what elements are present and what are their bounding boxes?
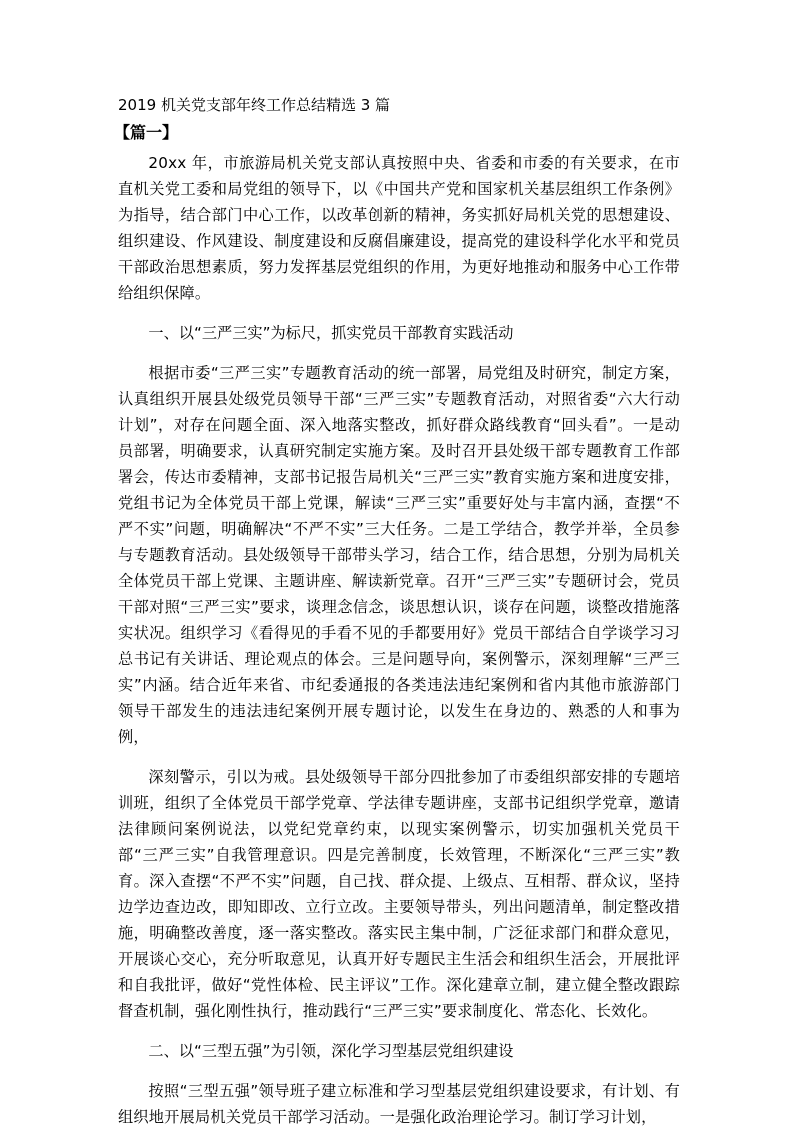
document-title: 2019 机关党支部年终工作总结精选 3 篇 (118, 96, 391, 114)
paragraph-section-two-body: 按照“三型五强”领导班子建立标准和学习型基层党组织建设要求，有计划、有组织地开展局机关党员干部学习活动。一是强化政治理论学习。制订学习计划， (118, 1082, 680, 1126)
paragraph-intro: 20xx 年，市旅游局机关党支部认真按照中央、省委和市委的有关要求，在市直机关党工委和局党组的领导下，以《中国共产党和国家机关基层组织工作条例》为指导，结合部门中心工作，以改革创新的精神，务实抓好局机关党的思想建设、组织建设、作风建设、制度建设和反腐倡廉建设，提高党的建设科学化水平和党员干部政治思想素质，努力发挥基层党组织的作用，为更好地推动和服务中心工作带给组织保障。 (118, 154, 680, 302)
heading-section-one: 一、以“三严三实”为标尺，抓实党员干部教育实践活动 (148, 324, 514, 342)
paragraph-section-one-continued: 深刻警示，引以为戒。县处级领导干部分四批参加了市委组织部安排的专题培训班，组织了全体党员干部学党章、学法律专题讲座，支部书记组织学党章，邀请法律顾问案例说法，以党纪党章约束，以现实案例警示，切实加强机关党员干部“三严三实”自我管理意识。四是完善制度，长效管理，不断深化“三严三实”教育。深入查摆“不严不实”问题，自己找、群众提、上级点、互相帮、群众议，坚持边学边查边改，即知即改、立行立改。主要领导带头，列出问题清单，制定整改措施，明确整改善度，逐一落实整改。落实民主集中制，广泛征求部门和群众意见，开展谈心交心，充分听取意见，认真开好专题民主生活会和组织生活会，开展批评和自我批评，做好“党性体检、民主评议”工作。深化建章立制，建立健全整改跟踪督查机制，强化刚性执行，推动践行“三严三实”要求制度化、常态化、长效化。 (118, 768, 680, 1020)
heading-section-two: 二、以“三型五强”为引领，深化学习型基层党组织建设 (148, 1042, 514, 1060)
section-label: 【篇一】 (114, 123, 179, 142)
paragraph-section-one-body: 根据市委“三严三实”专题教育活动的统一部署，局党组及时研究，制定方案，认真组织开展县处级党员领导干部“三严三实”专题教育活动，对照省委“六大行动计划”，对存在问题全面、深入地落实整改，抓好群众路线教育“回头看”。一是动员部署，明确要求，认真研究制定实施方案。及时召开县处级干部专题教育工作部署会，传达市委精神，支部书记报告局机关“三严三实”教育实施方案和进度安排，党组书记为全体党员干部上党课，解读“三严三实”重要好处与丰富内涵，查摆“不严不实”问题，明确解决“不严不实”三大任务。二是工学结合，教学并举，全员参与专题教育活动。县处级领导干部带头学习，结合工作，结合思想，分别为局机关全体党员干部上党课、主题讲座、解读新党章。召开“三严三实”专题研讨会，党员干部对照“三严三实”要求，谈理念信念，谈思想认识，谈存在问题，谈整改措施落实状况。组织学习《看得见的手看不见的手都要用好》党员干部结合自学谈学习习总书记有关讲话、理论观点的体会。三是问题导向，案例警示，深刻理解“三严三实”内涵。结合近年来省、市纪委通报的各类违法违纪案例和省内其他市旅游部门领导干部发生的违法违纪案例开展专题讨论，以发生在身边的、熟悉的人和事为例， (118, 364, 680, 746)
document-page (114, 94, 680, 1144)
